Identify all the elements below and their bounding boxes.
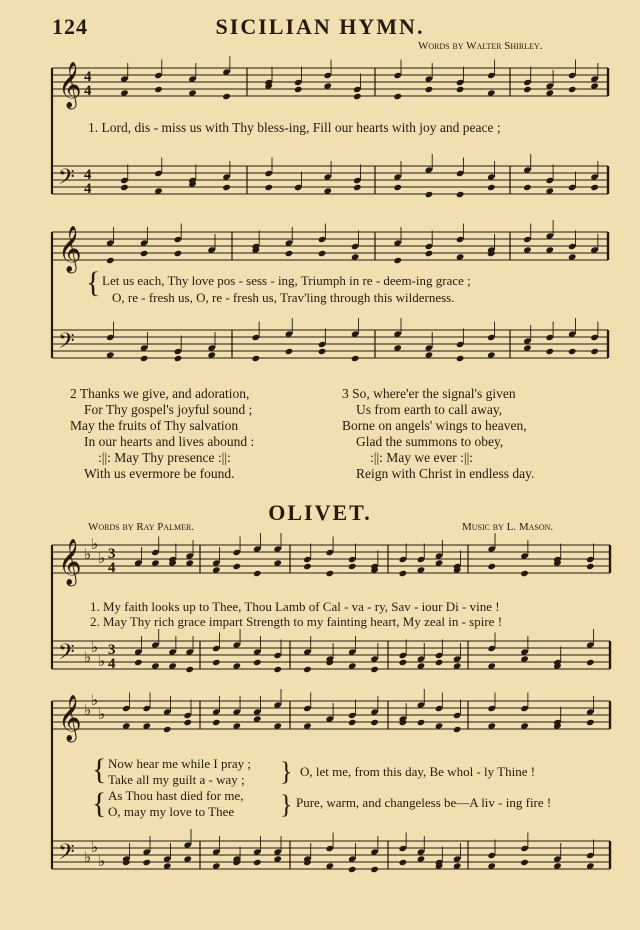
olivet-system1-key-flat: ♭ — [98, 549, 106, 567]
sicilian-system2-note — [590, 348, 599, 355]
olivet-system1-note — [520, 570, 529, 577]
sicilian-system2-note — [140, 355, 149, 362]
olivet-system1-note — [399, 570, 408, 577]
olivet-system2-note — [586, 719, 595, 726]
verse-line: :||: May Thy presence :||: — [98, 450, 231, 465]
sicilian-system1-note — [393, 93, 402, 100]
olivet-system1-key-flat: ♭ — [91, 535, 99, 553]
olivet-system1-note — [348, 563, 357, 570]
olivet-system2-note — [520, 859, 529, 866]
verse-line: 2 Thanks we give, and adoration, — [70, 386, 250, 401]
sicilian-system1-note — [425, 191, 434, 198]
olivet-system2-note — [370, 719, 379, 726]
sicilian-system2-note — [351, 355, 360, 362]
olivet-system1-note — [253, 570, 262, 577]
olivet-system1-key-flat: ♭ — [84, 648, 92, 666]
sicilian-system2-note — [174, 250, 183, 257]
lyric-brace: { — [86, 266, 101, 299]
sicilian-system1-note — [590, 184, 599, 191]
sicilian-system1-note — [353, 93, 362, 100]
sicilian-system1-note — [487, 184, 496, 191]
olivet-system1-note — [586, 563, 595, 570]
verse-line: For Thy gospel's joyful sound ; — [84, 402, 253, 417]
olivet-system1-note — [303, 563, 312, 570]
page-number: 124 — [52, 14, 88, 39]
olivet-system2-note — [183, 719, 192, 726]
sicilian-system2-treble-clef: 𝄞 — [58, 226, 82, 272]
verse-line: In our hearts and lives abound : — [84, 434, 255, 449]
sicilian-system2-note — [425, 250, 434, 257]
olivet-system1-time-signature: 4 — [108, 656, 116, 672]
sicilian-system1-note — [264, 184, 273, 191]
sicilian-system2-note — [456, 355, 465, 362]
words-credit-palmer: Words by Ray Palmer. — [88, 521, 195, 533]
sicilian-system1-time-signature: 4 — [84, 83, 92, 99]
olivet-system1-bass-clef: 𝄢 — [58, 640, 75, 670]
olivet-system2-note — [163, 726, 172, 733]
lyric-brace: { — [92, 787, 107, 820]
lyric-brace: } — [280, 757, 293, 786]
sicilian-system1-time-signature: 4 — [84, 167, 92, 183]
lyric-brace: } — [280, 790, 293, 819]
olivet-system2-key-flat: ♭ — [84, 848, 92, 866]
olivet-system1-treble-clef: 𝄞 — [58, 539, 82, 585]
olivet-system2-note — [417, 719, 426, 726]
verse-line: With us evermore be found. — [84, 466, 235, 481]
olivet-system2-note — [253, 859, 262, 866]
sicilian-system1-note — [222, 93, 231, 100]
verse-line: Reign with Christ in endless day. — [356, 466, 535, 481]
sicilian-system1-bass-clef: 𝄢 — [58, 165, 75, 195]
sicilian-system1-note — [393, 184, 402, 191]
olivet-system2-note — [399, 859, 408, 866]
olivet-system1-note — [586, 659, 595, 666]
olivet-system1-time-signature: 3 — [108, 546, 116, 562]
sicilian-system1-note — [154, 86, 163, 93]
olivet-system1-note — [232, 563, 241, 570]
hymn2-refrain-b1: O, let me, from this day, Be whol - ly Thine ! — [300, 764, 536, 779]
sicilian-system1-time-signature: 4 — [84, 181, 92, 197]
olivet-system1-key-flat: ♭ — [91, 638, 99, 656]
words-credit-shirley: Words by Walter Shirley. — [418, 40, 543, 52]
verse-line: 3 So, where'er the signal's given — [342, 386, 516, 401]
olivet-system1-note — [435, 659, 444, 666]
sicilian-system1-note — [120, 184, 129, 191]
sicilian-system2-note — [252, 355, 261, 362]
sicilian-system2-note — [393, 257, 402, 264]
sicilian-system2-note — [285, 250, 294, 257]
sicilian-system2-bass-clef: 𝄢 — [58, 329, 75, 359]
olivet-system1-note — [370, 666, 379, 673]
sicilian-system2-note — [568, 348, 577, 355]
music-credit-mason: Music by L. Mason. — [462, 521, 554, 533]
hymn1-lyric-line2b: O, re - fresh us, O, re - fresh us, Trav'ling through this wilderness. — [112, 290, 455, 305]
sicilian-system1-note — [294, 86, 303, 93]
sicilian-system2-note — [174, 355, 183, 362]
sicilian-system2-note — [318, 250, 327, 257]
verse-line: May the fruits of Thy salvation — [70, 418, 239, 433]
sicilian-system1-time-signature: 4 — [84, 69, 92, 85]
hymn2-lyric-line2: 2. May Thy rich grace impart Strength to my fainting heart, My zeal in - spire ! — [90, 614, 503, 629]
olivet-system2-key-flat: ♭ — [91, 838, 99, 856]
sicilian-system1-note — [353, 184, 362, 191]
olivet-system1-note — [134, 659, 143, 666]
olivet-system2-note — [212, 719, 221, 726]
verse-line: Us from earth to call away, — [356, 402, 503, 417]
hymn1-lyric-line1: 1. Lord, dis - miss us with Thy bless-ing, Fill our hearts with joy and peace ; — [88, 120, 501, 135]
sicilian-system1-note — [456, 86, 465, 93]
sicilian-system2-note — [318, 348, 327, 355]
olivet-system1-note — [303, 666, 312, 673]
olivet-system1-note — [273, 666, 282, 673]
olivet-system2-note — [348, 866, 357, 873]
olivet-system1-time-signature: 3 — [108, 642, 116, 658]
sicilian-system1-note — [523, 86, 532, 93]
olivet-system1-note — [185, 666, 194, 673]
olivet-system2-note — [142, 859, 151, 866]
olivet-system1-note — [253, 659, 262, 666]
sicilian-system1-note — [568, 86, 577, 93]
olivet-system1-note — [399, 659, 408, 666]
olivet-system2-bass-clef: 𝄢 — [58, 840, 75, 870]
refrain-line: Now hear me while I pray ; — [108, 756, 251, 771]
olivet-system1-note — [326, 570, 335, 577]
olivet-system2-treble-clef: 𝄞 — [58, 695, 82, 741]
olivet-system1-note — [212, 659, 221, 666]
olivet-system2-note — [370, 866, 379, 873]
refrain-line: O, may my love to Thee — [108, 804, 235, 819]
hymn1-lyric-line2a: Let us each, Thy love pos - sess - ing, Triumph in re - deem-ing grace ; — [102, 273, 471, 288]
sicilian-system2-note — [285, 348, 294, 355]
olivet-system2-note — [348, 719, 357, 726]
olivet-system2-key-flat: ♭ — [98, 705, 106, 723]
hymn2-lyric-line1: 1. My faith looks up to Thee, Thou Lamb of Cal - va - ry, Sav - iour Di - vine ! — [90, 599, 500, 614]
lyric-brace: { — [92, 753, 107, 786]
sicilian-system1-note — [456, 191, 465, 198]
olivet-system2-key-flat: ♭ — [91, 691, 99, 709]
olivet-system2-note — [453, 726, 462, 733]
refrain-line: Take all my guilt a - way ; — [108, 772, 245, 787]
hymn-title-olivet: OLIVET. — [268, 500, 372, 525]
sicilian-system2-note — [546, 348, 555, 355]
refrain-line: As Thou hast died for me, — [108, 788, 244, 803]
sicilian-system1-note — [523, 184, 532, 191]
olivet-system1-key-flat: ♭ — [84, 545, 92, 563]
olivet-system2-key-flat: ♭ — [84, 701, 92, 719]
olivet-system2-key-flat: ♭ — [98, 852, 106, 870]
olivet-system1-key-flat: ♭ — [98, 652, 106, 670]
verse-line: :||: May we ever :||: — [370, 450, 474, 465]
sicilian-system1-note — [222, 184, 231, 191]
hymn2-refrain-b2: Pure, warm, and changeless be—A liv - ing fire ! — [296, 795, 552, 810]
olivet-system1-note — [487, 563, 496, 570]
sicilian-system2-note — [140, 250, 149, 257]
sicilian-system2-note — [106, 257, 115, 264]
sicilian-system1-note — [425, 86, 434, 93]
hymn-title-sicilian: SICILIAN HYMN. — [215, 14, 425, 39]
verse-line: Glad the summons to obey, — [356, 434, 504, 449]
verse-line: Borne on angels' wings to heaven, — [342, 418, 527, 433]
sicilian-system1-treble-clef: 𝄞 — [58, 62, 82, 108]
olivet-system1-time-signature: 4 — [108, 560, 116, 576]
